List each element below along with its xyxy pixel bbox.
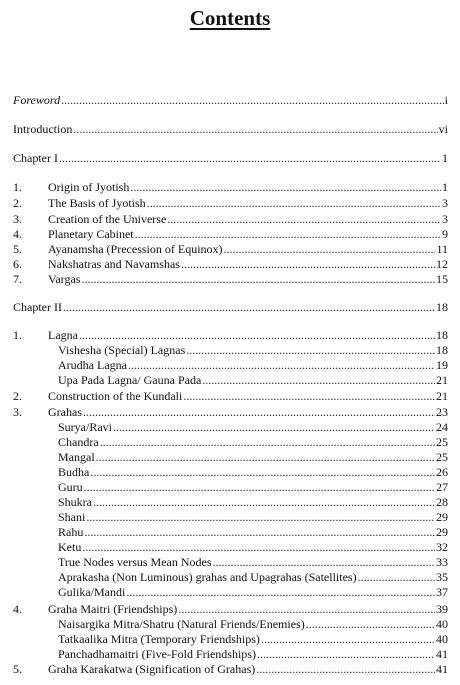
toc-entry-label: Vargas xyxy=(48,272,81,286)
toc-entry[interactable] xyxy=(58,632,448,646)
dot-leader xyxy=(183,389,435,403)
dot-leader xyxy=(147,196,441,210)
toc-entry-label: Surya/Ravi xyxy=(58,420,112,434)
toc-entry-page-number: 28 xyxy=(436,495,448,509)
toc-entry-label: Tatkaalika Mitra (Temporary Friendships) xyxy=(58,632,260,646)
dot-leader xyxy=(256,662,435,676)
dot-leader xyxy=(128,358,435,372)
toc-entry-page-number: 39 xyxy=(436,602,448,616)
toc-entry[interactable] xyxy=(58,510,448,524)
toc-entry-page-number: 18 xyxy=(436,300,448,314)
toc-entry-page-number: 15 xyxy=(436,272,448,286)
dot-leader xyxy=(130,180,441,194)
toc-entry-label: Introduction xyxy=(13,122,73,136)
toc-entry[interactable] xyxy=(13,93,448,107)
dot-leader xyxy=(81,272,435,286)
toc-entry-page-number: 40 xyxy=(436,632,448,646)
toc-entry[interactable] xyxy=(13,300,448,314)
toc-entry-label: Ayanamsha (Precession of Equinox) xyxy=(48,242,223,256)
toc-entry-page-number: 18 xyxy=(436,343,448,357)
dot-leader xyxy=(61,93,444,107)
toc-entry-label: Arudha Lagna xyxy=(58,358,127,372)
toc-entry-page-number: 3 xyxy=(442,196,448,210)
dot-leader xyxy=(73,122,437,136)
toc-entry[interactable] xyxy=(58,420,448,434)
toc-entry-page-number: vi xyxy=(438,122,448,136)
toc-entry[interactable] xyxy=(58,465,448,479)
toc-entry-page-number: 21 xyxy=(436,373,448,387)
toc-entry-label: Mangal xyxy=(58,450,95,464)
toc-entry-page-number: 11 xyxy=(436,242,448,256)
toc-entry[interactable] xyxy=(48,602,448,616)
toc-entry[interactable] xyxy=(48,180,448,194)
toc-entry-page-number: 9 xyxy=(442,227,448,241)
dot-leader xyxy=(358,570,435,584)
toc-entry-number: 5. xyxy=(13,242,22,256)
toc-entry-page-number: 1 xyxy=(442,180,448,194)
page-title: Contents xyxy=(189,6,271,30)
toc-entry[interactable] xyxy=(48,389,448,403)
toc-entry-label: Panchadhamaitri (Five-Fold Friendships) xyxy=(58,647,256,661)
toc-entry-page-number: 23 xyxy=(436,405,448,419)
toc-entry[interactable] xyxy=(58,525,448,539)
dot-leader xyxy=(83,405,435,419)
toc-entry-page-number: 18 xyxy=(436,328,448,342)
toc-entry-page-number: 3 xyxy=(442,212,448,226)
toc-entry-label: Construction of the Kundali xyxy=(48,389,183,403)
toc-entry[interactable] xyxy=(48,272,448,286)
toc-entry[interactable] xyxy=(58,343,448,357)
toc-entry-number: 7. xyxy=(13,272,22,286)
toc-entry-page-number: 12 xyxy=(436,257,448,271)
toc-entry-label: Budha xyxy=(58,465,90,479)
toc-entry-page-number: 1 xyxy=(442,151,448,165)
dot-leader xyxy=(167,212,441,226)
toc-entry[interactable] xyxy=(13,122,448,136)
toc-entry-number: 3. xyxy=(13,405,22,419)
dot-leader xyxy=(84,480,435,494)
toc-entry-page-number: 41 xyxy=(436,662,448,676)
toc-entry-label: Vishesha (Special) Lagnas xyxy=(58,343,186,357)
toc-entry[interactable] xyxy=(58,617,448,631)
toc-entry-number: 5. xyxy=(13,662,22,676)
toc-entry-label: Origin of Jyotish xyxy=(48,180,130,194)
toc-entry[interactable] xyxy=(58,647,448,661)
toc-entry[interactable] xyxy=(48,212,448,226)
toc-entry[interactable] xyxy=(48,405,448,419)
toc-entry-page-number: 25 xyxy=(436,450,448,464)
dot-leader xyxy=(181,257,435,271)
toc-entry-label: Naisargika Mitra/Shatru (Natural Friends/Enemies) xyxy=(58,617,305,631)
toc-entry-number: 4. xyxy=(13,227,22,241)
dot-leader xyxy=(63,300,435,314)
toc-entry-label: Shani xyxy=(58,510,86,524)
dot-leader xyxy=(96,450,435,464)
dot-leader xyxy=(224,242,436,256)
toc-entry-label: Chandra xyxy=(58,435,99,449)
toc-entry-label: Graha Maitri (Friendships) xyxy=(48,602,178,616)
toc-entry-number: 3. xyxy=(13,212,22,226)
toc-entry-page-number: 32 xyxy=(436,540,448,554)
toc-entry-label: Aprakasha (Non Luminous) grahas and Upagrahas (Satellites) xyxy=(58,570,357,584)
dot-leader xyxy=(186,343,435,357)
dot-leader xyxy=(84,525,435,539)
dot-leader xyxy=(213,555,435,569)
dot-leader xyxy=(90,465,435,479)
dot-leader xyxy=(100,435,435,449)
dot-leader xyxy=(261,632,435,646)
toc-entry[interactable] xyxy=(58,585,448,599)
toc-entry-page-number: i xyxy=(444,93,448,107)
toc-entry-label: Rahu xyxy=(58,525,84,539)
toc-entry[interactable] xyxy=(58,480,448,494)
toc-entry-page-number: 40 xyxy=(436,617,448,631)
toc-entry-number: 6. xyxy=(13,257,22,271)
dot-leader xyxy=(257,647,435,661)
toc-entry[interactable] xyxy=(58,570,448,584)
toc-entry[interactable] xyxy=(48,257,448,271)
toc-entry[interactable] xyxy=(58,540,448,554)
toc-entry-label: The Basis of Jyotish xyxy=(48,196,146,210)
toc-entry-page-number: 27 xyxy=(436,480,448,494)
toc-entry-label: Creation of the Universe xyxy=(48,212,167,226)
toc-entry-page-number: 25 xyxy=(436,435,448,449)
toc-entry-label: Chapter I xyxy=(13,151,58,165)
toc-entry-label: Nakshatras and Navamshas xyxy=(48,257,180,271)
dot-leader xyxy=(306,617,435,631)
toc-entry[interactable] xyxy=(48,227,448,241)
toc-entry-label: Shukra xyxy=(58,495,92,509)
toc-entry-label: Planetary Cabinet xyxy=(48,227,134,241)
toc-entry[interactable] xyxy=(48,196,448,210)
toc-entry-number: 2. xyxy=(13,196,22,210)
toc-entry-page-number: 21 xyxy=(436,389,448,403)
dot-leader xyxy=(79,328,435,342)
toc-entry-page-number: 19 xyxy=(436,358,448,372)
toc-entry[interactable] xyxy=(48,242,448,256)
dot-leader xyxy=(126,585,435,599)
toc-entry[interactable] xyxy=(58,555,448,569)
toc-entry-page-number: 29 xyxy=(436,525,448,539)
toc-entry-label: Gulika/Mandi xyxy=(58,585,126,599)
toc-entry-label: Guru xyxy=(58,480,83,494)
toc-entry-number: 1. xyxy=(13,328,22,342)
toc-entry-label: Graha Karakatwa (Signification of Grahas) xyxy=(48,662,256,676)
toc-entry-number: 4. xyxy=(13,602,22,616)
toc-entry-page-number: 26 xyxy=(436,465,448,479)
toc-entry-page-number: 29 xyxy=(436,510,448,524)
toc-entry[interactable] xyxy=(58,495,448,509)
toc-entry-label: Upa Pada Lagna/ Gauna Pada xyxy=(58,373,202,387)
toc-entry[interactable] xyxy=(13,151,448,165)
dot-leader xyxy=(93,495,435,509)
toc-entry-page-number: 33 xyxy=(436,555,448,569)
toc-entry[interactable] xyxy=(58,435,448,449)
dot-leader xyxy=(202,373,435,387)
dot-leader xyxy=(113,420,435,434)
toc-entry-label: Foreword xyxy=(13,93,61,107)
dot-leader xyxy=(82,540,435,554)
toc-entry[interactable] xyxy=(58,373,448,387)
toc-entry-page-number: 37 xyxy=(436,585,448,599)
toc-entry-label: Grahas xyxy=(48,405,82,419)
toc-entry[interactable] xyxy=(48,662,448,676)
toc-entry-number: 2. xyxy=(13,389,22,403)
toc-entry[interactable] xyxy=(48,328,448,342)
toc-entry-label: Lagna xyxy=(48,328,78,342)
dot-leader xyxy=(86,510,435,524)
toc-entry-page-number: 35 xyxy=(436,570,448,584)
dot-leader xyxy=(178,602,435,616)
toc-entry-label: Chapter II xyxy=(13,300,62,314)
dot-leader xyxy=(135,227,441,241)
toc-entry[interactable] xyxy=(58,450,448,464)
toc-entry-page-number: 24 xyxy=(436,420,448,434)
dot-leader xyxy=(59,151,441,165)
toc-entry-label: True Nodes versus Mean Nodes xyxy=(58,555,212,569)
toc-entry-page-number: 41 xyxy=(436,647,448,661)
toc-entry[interactable] xyxy=(58,358,448,372)
toc-entry-label: Ketu xyxy=(58,540,82,554)
toc-entry-number: 1. xyxy=(13,180,22,194)
